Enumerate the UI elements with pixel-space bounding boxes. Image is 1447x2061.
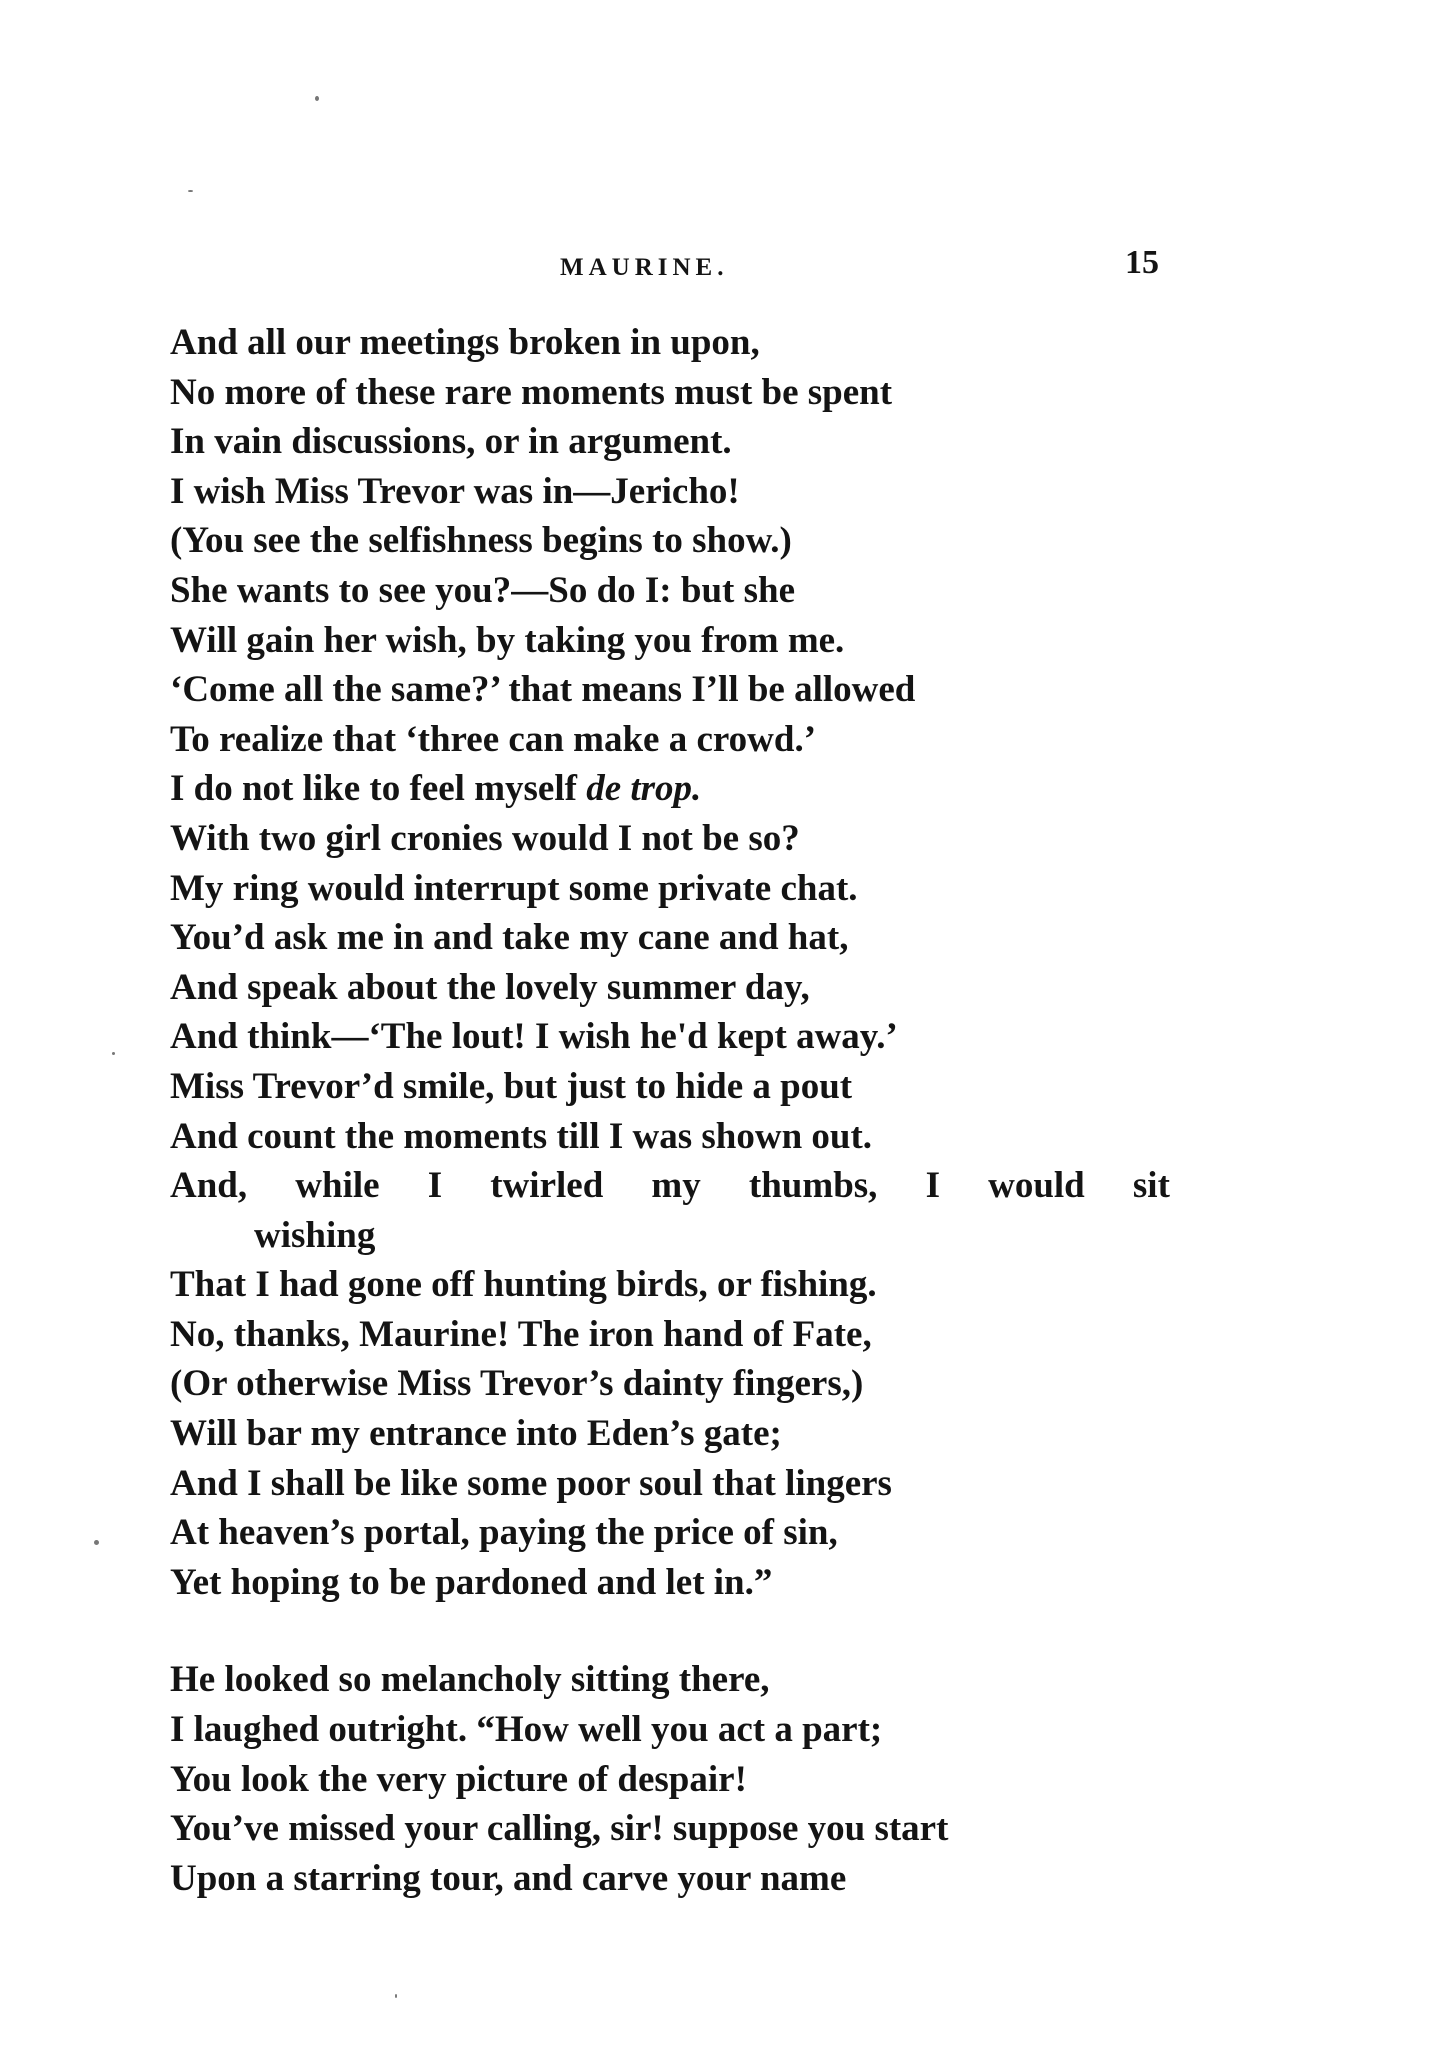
verse-line: That I had gone off hunting birds, or fishing.	[170, 1264, 877, 1306]
verse-line: At heaven’s portal, paying the price of sin,	[170, 1512, 838, 1554]
verse-line: To realize that ‘three can make a crowd.’	[170, 718, 817, 760]
word: I	[925, 1165, 940, 1207]
word: twirled	[490, 1165, 604, 1207]
word: I	[427, 1165, 443, 1207]
print-speck	[112, 1052, 115, 1055]
verse-line: (You see the selfishness begins to show.)	[170, 520, 792, 562]
verse-line: You look the very picture of despair!	[170, 1758, 747, 1800]
verse-line: No more of these rare moments must be spent	[170, 371, 893, 413]
poem-text	[170, 318, 1180, 1903]
verse-line: Upon a starring tour, and carve your name	[170, 1857, 847, 1899]
print-speck	[94, 1540, 99, 1545]
verse-line: And think—‘The lout! I wish he'd kept away.’	[170, 1016, 898, 1058]
word: my	[651, 1165, 701, 1207]
running-title: MAURINE.	[560, 254, 729, 281]
word: thumbs,	[748, 1165, 878, 1207]
verse-line: ‘Come all the same?’ that means I’ll be allowed	[170, 669, 916, 711]
verse-line: You’ve missed your calling, sir! suppose you start	[170, 1808, 949, 1850]
verse-line: And speak about the lovely summer day,	[170, 966, 810, 1008]
running-head	[0, 240, 1447, 280]
verse-line: No, thanks, Maurine! The iron hand of Fate,	[170, 1313, 872, 1355]
verse-line: With two girl cronies would I not be so?	[170, 817, 800, 859]
print-speck	[188, 190, 193, 192]
stanza-break	[170, 1607, 1180, 1655]
verse-line-de-trop	[170, 764, 1180, 814]
word: while	[295, 1165, 380, 1207]
verse-line: She wants to see you?—So do I: but she	[170, 569, 795, 611]
verse-line: Miss Trevor’d smile, but just to hide a pout	[170, 1065, 853, 1107]
verse-line: I laughed outright. “How well you act a part;	[170, 1709, 883, 1751]
verse-line: And all our meetings broken in upon,	[170, 322, 760, 363]
verse-line: (Or otherwise Miss Trevor’s dainty fingers,)	[170, 1363, 864, 1405]
verse-line: And count the moments till I was shown out.	[170, 1115, 873, 1157]
print-speck	[395, 1994, 397, 1998]
verse-line: Will gain her wish, by taking you from me.	[170, 619, 845, 661]
verse-line-text: I do not like to feel myself	[170, 768, 577, 810]
page-number: 15	[1125, 244, 1159, 281]
verse-line: In vain discussions, or in argument.	[170, 421, 732, 463]
verse-line-justified	[170, 1161, 1170, 1211]
verse-line: And I shall be like some poor soul that lingers	[170, 1462, 892, 1504]
verse-line: Yet hoping to be pardoned and let in.”	[170, 1561, 773, 1603]
word: would	[988, 1165, 1085, 1207]
verse-line: He looked so melancholy sitting there,	[170, 1659, 770, 1701]
verse-line-turnover: wishing	[254, 1214, 376, 1256]
print-speck	[315, 96, 319, 101]
word: sit	[1132, 1165, 1170, 1207]
italic-phrase: de trop.	[586, 768, 702, 810]
verse-line: You’d ask me in and take my cane and hat,	[170, 917, 849, 959]
verse-line: Will bar my entrance into Eden’s gate;	[170, 1413, 782, 1455]
verse-line: My ring would interrupt some private chat.	[170, 867, 858, 909]
verse-line: I wish Miss Trevor was in—Jericho!	[170, 470, 740, 512]
word: And,	[170, 1165, 248, 1207]
